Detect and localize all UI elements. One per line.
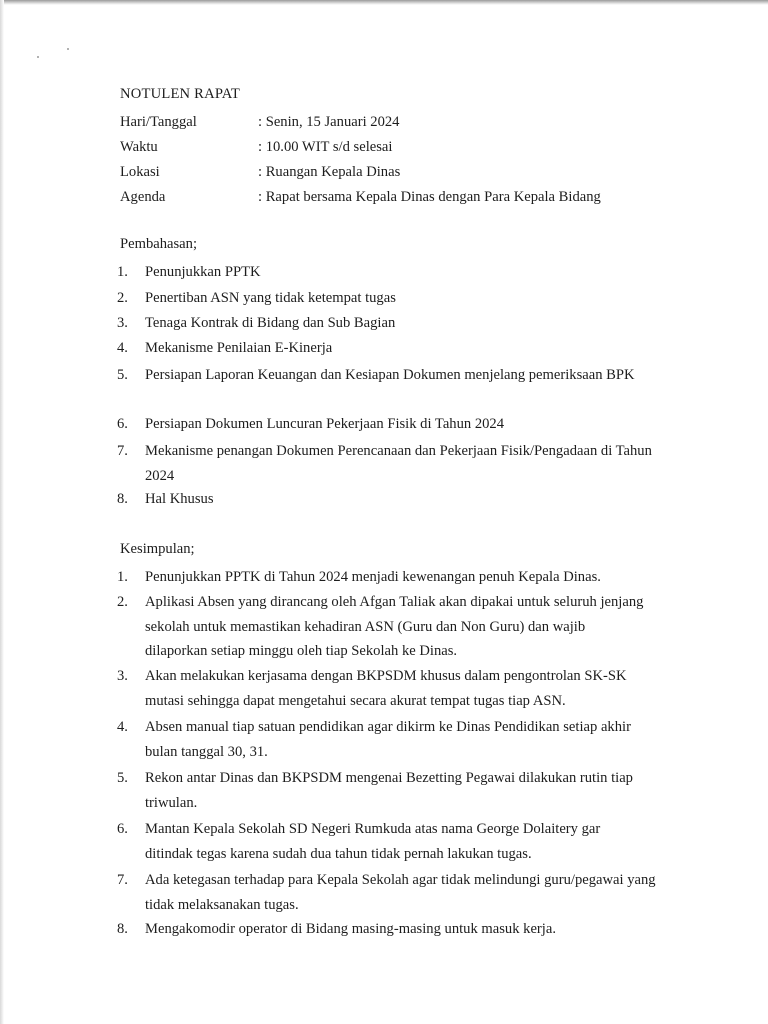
meta-row-agenda <box>120 187 720 207</box>
meta-label: Lokasi <box>120 164 160 180</box>
meta-row-date <box>120 112 720 132</box>
item-number: 7. <box>117 443 128 459</box>
meta-value: : Rapat bersama Kepala Dinas dengan Para Kepala Bidang <box>258 189 601 205</box>
item-number: 1. <box>117 264 128 280</box>
item-text: Mengakomodir operator di Bidang masing-masing untuk masuk kerja. <box>145 921 556 937</box>
item-text: Persiapan Laporan Keuangan dan Kesiapan Dokumen menjelang pemeriksaan BPK <box>145 367 635 383</box>
item-number: 2. <box>117 290 128 306</box>
item-number: 3. <box>117 315 128 331</box>
kesimpulan-heading: Kesimpulan; <box>120 541 195 557</box>
item-text: Mantan Kepala Sekolah SD Negeri Rumkuda atas nama George Dolaitery gar ditindak tegas karena sudah dua tahun tidak pernah lakukan tugas. <box>145 821 601 862</box>
meta-value: : 10.00 WIT s/d selesai <box>258 139 393 155</box>
item-text: Tenaga Kontrak di Bidang dan Sub Bagian <box>145 315 396 331</box>
item-text: Rekon antar Dinas dan BKPSDM mengenai Bezetting Pegawai dilakukan rutin tiap triwulan. <box>145 770 633 811</box>
item-text: Penunjukkan PPTK di Tahun 2024 menjadi kewenangan penuh Kepala Dinas. <box>145 569 601 585</box>
item-number: 3. <box>117 668 128 684</box>
item-number: 1. <box>117 569 128 585</box>
meta-row-location <box>120 162 720 182</box>
item-text: Mekanisme penangan Dokumen Perencanaan dan Pekerjaan Fisik/Pengadaan di Tahun 2024 <box>145 443 652 484</box>
item-text: Persiapan Dokumen Luncuran Pekerjaan Fisik di Tahun 2024 <box>145 416 505 432</box>
meta-row-time <box>120 137 720 157</box>
item-text: Hal Khusus <box>145 491 214 507</box>
item-text: Penertiban ASN yang tidak ketempat tugas <box>145 290 396 306</box>
item-text: Akan melakukan kerjasama dengan BKPSDM khusus dalam pengontrolan SK-SK mutasi sehingga dapat mengetahui secara akurat tempat tugas tiap ASN. <box>145 668 627 709</box>
item-text: Aplikasi Absen yang dirancang oleh Afgan Taliak akan dipakai untuk seluruh jenjang sekolah untuk memastikan kehadiran ASN (Guru dan Non Guru) dan wajib dilaporkan setiap minggu oleh tiap Sekolah ke Dinas. <box>145 594 644 659</box>
meta-label: Agenda <box>120 189 166 205</box>
item-number: 6. <box>117 821 128 837</box>
item-number: 2. <box>117 594 128 610</box>
item-number: 6. <box>117 416 128 432</box>
pembahasan-heading: Pembahasan; <box>120 236 198 252</box>
item-number: 5. <box>117 367 128 383</box>
meta-value: : Senin, 15 Januari 2024 <box>258 114 400 130</box>
item-number: 4. <box>117 719 128 735</box>
item-number: 4. <box>117 340 128 356</box>
meta-value: : Ruangan Kepala Dinas <box>258 164 401 180</box>
item-text: Ada ketegasan terhadap para Kepala Sekolah agar tidak melindungi guru/pegawai yang tidak melaksanakan tugas. <box>145 872 656 913</box>
item-text: Mekanisme Penilaian E-Kinerja <box>145 340 333 356</box>
item-number: 7. <box>117 872 128 888</box>
item-text: Penunjukkan PPTK <box>145 264 261 280</box>
item-number: 5. <box>117 770 128 786</box>
document-title: NOTULEN RAPAT <box>120 86 241 102</box>
item-number: 8. <box>117 921 128 937</box>
meta-label: Waktu <box>120 139 158 155</box>
item-number: 8. <box>117 491 128 507</box>
item-text: Absen manual tiap satuan pendidikan agar dikirm ke Dinas Pendidikan setiap akhir bulan tanggal 30, 31. <box>145 719 631 760</box>
meta-label: Hari/Tanggal <box>120 114 197 130</box>
